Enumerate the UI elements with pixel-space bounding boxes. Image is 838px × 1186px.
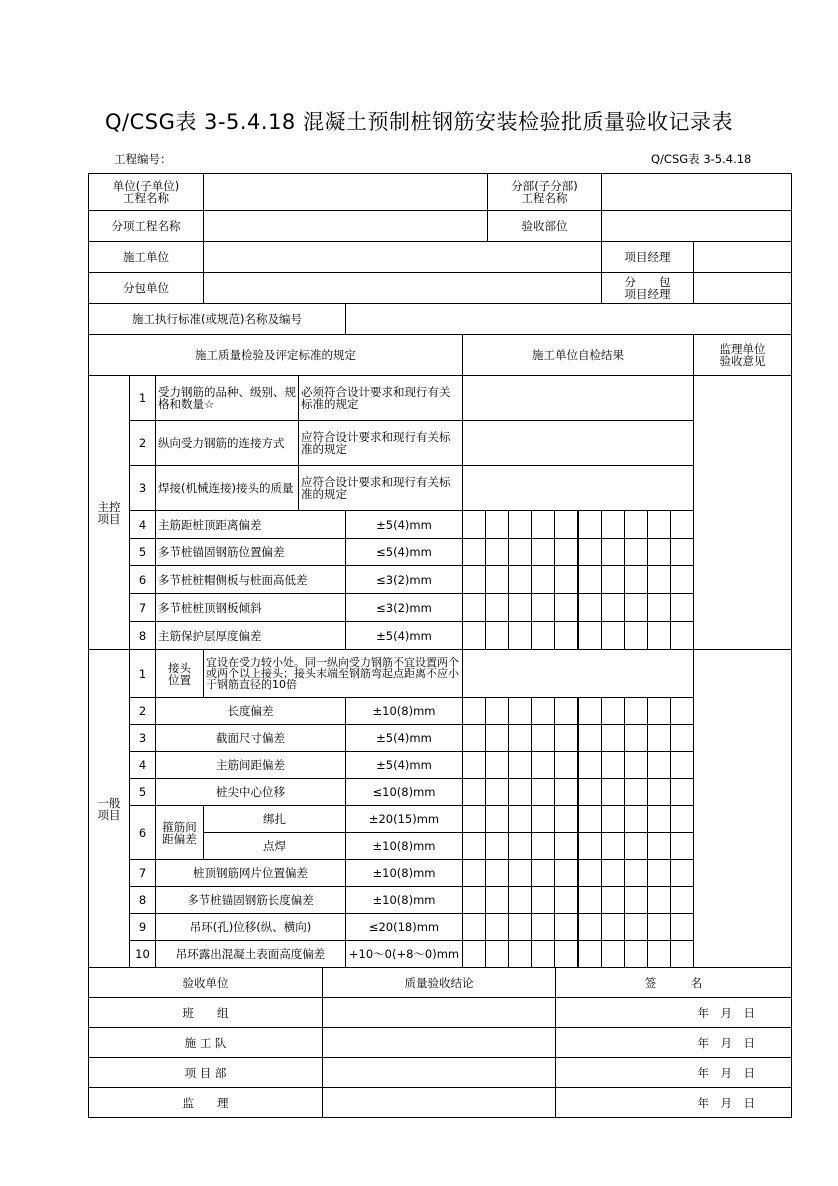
main-result-cell[interactable]: [624, 510, 648, 539]
general-result-cell[interactable]: [647, 832, 671, 860]
general-result-cell[interactable]: [554, 778, 578, 806]
general-result-cell[interactable]: [601, 697, 625, 725]
general-result-cell[interactable]: [554, 913, 578, 941]
main-result-cell[interactable]: [670, 538, 694, 566]
main-result-cell[interactable]: [485, 593, 509, 622]
general-result-cell[interactable]: [508, 886, 532, 914]
main-result-cell[interactable]: [578, 538, 602, 566]
general-result-cell[interactable]: [601, 859, 625, 887]
general-result-cell[interactable]: [462, 697, 486, 725]
main-result-cell[interactable]: [485, 510, 509, 539]
main-result-cell[interactable]: [670, 621, 694, 650]
general-result-cell[interactable]: [670, 832, 694, 860]
item-name: 焊接(机械连接)接头的质量: [155, 465, 299, 511]
item-number: 4: [129, 751, 156, 779]
item-name: 主筋距桩顶距离偏差: [155, 510, 346, 539]
item-name: 多节桩锚固钢筋位置偏差: [155, 538, 346, 566]
signoff-conclusion-field[interactable]: [322, 1057, 556, 1088]
item-spec: ≤20(18)mm: [345, 913, 463, 941]
col-selfcheck-header: 施工单位自检结果: [462, 334, 694, 376]
main-result-cell[interactable]: [670, 510, 694, 539]
general-result-cell[interactable]: [462, 886, 486, 914]
item-number: 8: [129, 886, 156, 914]
main-result-cell[interactable]: [554, 538, 578, 566]
acceptance-part-label: 验收部位: [487, 210, 602, 242]
general-result-cell[interactable]: [647, 886, 671, 914]
signoff-conclusion-field[interactable]: [322, 997, 556, 1028]
item-spec: ±5(4)mm: [345, 724, 463, 752]
main-result-cell[interactable]: [578, 621, 602, 650]
subdivision-label: 分部(子分部) 工程名称: [487, 173, 602, 211]
main-supervisor-opinion[interactable]: [693, 375, 792, 650]
item-number: 3: [129, 724, 156, 752]
general-result-cell[interactable]: [508, 859, 532, 887]
item-name: 桩顶钢筋网片位置偏差: [155, 859, 346, 887]
subdivision-field[interactable]: [601, 173, 792, 211]
general-result-cell[interactable]: [647, 913, 671, 941]
general-result-cell[interactable]: [485, 913, 509, 941]
subcontractor-label: 分包单位: [88, 272, 204, 304]
general-result-cell[interactable]: [508, 751, 532, 779]
general-result-cell[interactable]: [647, 940, 671, 968]
subcontractor-field[interactable]: [203, 272, 602, 304]
item-number: 5: [129, 778, 156, 806]
general-result-cell[interactable]: [531, 778, 555, 806]
general-result-cell[interactable]: [670, 697, 694, 725]
item-name-field[interactable]: [203, 210, 488, 242]
general-result-cell[interactable]: [554, 724, 578, 752]
main-result-cell[interactable]: [624, 621, 648, 650]
main-result-cell[interactable]: [485, 538, 509, 566]
main-result-cell[interactable]: [624, 565, 648, 594]
item-result[interactable]: [462, 465, 694, 511]
general-result-cell[interactable]: [508, 913, 532, 941]
sub-item-spec: ±20(15)mm: [345, 805, 463, 833]
item-spec: 宜设在受力较小处。同一纵向受力钢筋不宜设置两个或两个以上接头；接头末端至钢筋弯起点距离不应小于钢筋直径的10倍: [203, 649, 463, 698]
item-number: 8: [129, 621, 156, 650]
general-result-cell[interactable]: [531, 913, 555, 941]
standard-label: 施工执行标准(或规范)名称及编号: [88, 303, 346, 335]
acceptance-part-field[interactable]: [601, 210, 792, 242]
general-result-cell[interactable]: [624, 724, 648, 752]
sub-item-name: 绑扎: [203, 805, 346, 833]
general-result-cell[interactable]: [601, 913, 625, 941]
general-result-cell[interactable]: [624, 751, 648, 779]
general-result-cell[interactable]: [554, 886, 578, 914]
general-result-cell[interactable]: [670, 859, 694, 887]
main-result-cell[interactable]: [462, 621, 486, 650]
contractor-field[interactable]: [203, 241, 602, 273]
item-number: 3: [129, 465, 156, 511]
item-spec: ≤5(4)mm: [345, 538, 463, 566]
item-number: 1: [129, 375, 156, 421]
main-result-cell[interactable]: [531, 510, 555, 539]
main-result-cell[interactable]: [554, 510, 578, 539]
general-result-cell[interactable]: [531, 859, 555, 887]
general-result-cell[interactable]: [601, 724, 625, 752]
page-title: Q/CSG表 3-5.4.18 混凝土预制桩钢筋安装检验批质量验收记录表: [105, 110, 733, 134]
item-result[interactable]: [462, 375, 694, 421]
main-result-cell[interactable]: [647, 621, 671, 650]
general-label: 一般 项目: [88, 649, 130, 968]
sub-item-name: 点焊: [203, 832, 346, 860]
general-result-cell[interactable]: [462, 724, 486, 752]
sub-manager-field[interactable]: [693, 272, 792, 304]
item-name: 主筋保护层厚度偏差: [155, 621, 346, 650]
item-number: 10: [129, 940, 156, 968]
general-result-cell[interactable]: [485, 886, 509, 914]
general-result-cell[interactable]: [578, 751, 602, 779]
item-name: 多节桩桩顶钢板倾斜: [155, 593, 346, 622]
general-result-cell[interactable]: [624, 913, 648, 941]
item-number: 5: [129, 538, 156, 566]
general-result-cell[interactable]: [647, 778, 671, 806]
main-result-cell[interactable]: [531, 621, 555, 650]
signoff-date[interactable]: 年 月 日: [555, 997, 792, 1028]
main-result-cell[interactable]: [601, 538, 625, 566]
signoff-date[interactable]: 年 月 日: [555, 1057, 792, 1088]
general-result-cell[interactable]: [670, 886, 694, 914]
general-result-cell[interactable]: [670, 778, 694, 806]
item-name: 主筋间距偏差: [155, 751, 346, 779]
general-result-cell[interactable]: [531, 886, 555, 914]
general-result-cell[interactable]: [531, 751, 555, 779]
item-spec: ±5(4)mm: [345, 621, 463, 650]
main-result-cell[interactable]: [554, 565, 578, 594]
general-result-cell[interactable]: [670, 805, 694, 833]
general-result-cell[interactable]: [624, 778, 648, 806]
item-spec: ≤3(2)mm: [345, 593, 463, 622]
general-result-cell[interactable]: [601, 778, 625, 806]
general-result-cell[interactable]: [531, 832, 555, 860]
general-result-cell[interactable]: [485, 697, 509, 725]
item-spec: +10～0(+8～0)mm: [345, 940, 463, 968]
general-result-cell[interactable]: [554, 751, 578, 779]
main-result-cell[interactable]: [462, 510, 486, 539]
standard-field[interactable]: [345, 303, 792, 335]
general-result-cell[interactable]: [485, 751, 509, 779]
main-result-cell[interactable]: [531, 593, 555, 622]
signoff-date[interactable]: 年 月 日: [555, 1087, 792, 1118]
sub-item-spec: ±10(8)mm: [345, 832, 463, 860]
main-result-cell[interactable]: [624, 538, 648, 566]
general-result-cell[interactable]: [554, 940, 578, 968]
main-result-cell[interactable]: [462, 538, 486, 566]
item-number: 6: [129, 805, 156, 860]
project-number-label: 工程编号：: [114, 152, 172, 166]
general-result-cell[interactable]: [647, 805, 671, 833]
general-result-cell[interactable]: [601, 886, 625, 914]
general-supervisor-opinion[interactable]: [693, 649, 792, 968]
general-result-cell[interactable]: [601, 940, 625, 968]
general-result-cell[interactable]: [647, 724, 671, 752]
main-result-cell[interactable]: [578, 510, 602, 539]
item-name: 多节桩桩帽侧板与桩面高低差: [155, 565, 346, 594]
signoff-unit: 监 理: [88, 1087, 323, 1118]
general-result-cell[interactable]: [624, 859, 648, 887]
item-result[interactable]: [462, 649, 694, 698]
item-spec: ≤3(2)mm: [345, 565, 463, 594]
general-result-cell[interactable]: [578, 778, 602, 806]
signoff-unit: 班 组: [88, 997, 323, 1028]
item-result[interactable]: [462, 420, 694, 466]
general-result-cell[interactable]: [578, 697, 602, 725]
general-result-cell[interactable]: [670, 913, 694, 941]
general-result-cell[interactable]: [508, 940, 532, 968]
item-number: 7: [129, 859, 156, 887]
general-result-cell[interactable]: [531, 724, 555, 752]
item-spec: ≤10(8)mm: [345, 778, 463, 806]
main-result-cell[interactable]: [578, 593, 602, 622]
main-result-cell[interactable]: [601, 565, 625, 594]
main-result-cell[interactable]: [578, 565, 602, 594]
main-result-cell[interactable]: [670, 565, 694, 594]
item-name: 吊环露出混凝土表面高度偏差: [155, 940, 346, 968]
general-result-cell[interactable]: [554, 805, 578, 833]
main-result-cell[interactable]: [508, 538, 532, 566]
general-result-cell[interactable]: [670, 751, 694, 779]
item-spec: 应符合设计要求和现行有关标准的规定: [298, 420, 463, 466]
item-spec: ±5(4)mm: [345, 751, 463, 779]
main-result-cell[interactable]: [462, 565, 486, 594]
unit-name-field[interactable]: [203, 173, 488, 211]
item-name: 箍筋间 距偏差: [155, 805, 204, 860]
general-result-cell[interactable]: [462, 751, 486, 779]
general-result-cell[interactable]: [578, 805, 602, 833]
item-name: 纵向受力钢筋的连接方式: [155, 420, 299, 466]
main-result-cell[interactable]: [670, 593, 694, 622]
main-result-cell[interactable]: [485, 621, 509, 650]
general-result-cell[interactable]: [462, 778, 486, 806]
item-name: 吊环(孔)位移(纵、横向): [155, 913, 346, 941]
item-name: 长度偏差: [155, 697, 346, 725]
main-result-cell[interactable]: [485, 565, 509, 594]
general-result-cell[interactable]: [554, 859, 578, 887]
general-result-cell[interactable]: [462, 940, 486, 968]
main-result-cell[interactable]: [647, 538, 671, 566]
general-result-cell[interactable]: [578, 832, 602, 860]
form-code: Q/CSG表 3-5.4.18: [651, 152, 752, 166]
main-result-cell[interactable]: [647, 510, 671, 539]
item-number: 7: [129, 593, 156, 622]
project-manager-field[interactable]: [693, 241, 792, 273]
signoff-conclusion-field[interactable]: [322, 1087, 556, 1118]
project-manager-label: 项目经理: [601, 241, 694, 273]
general-result-cell[interactable]: [508, 805, 532, 833]
signoff-conclusion-header: 质量验收结论: [322, 967, 556, 998]
main-result-cell[interactable]: [624, 593, 648, 622]
item-spec: ±10(8)mm: [345, 697, 463, 725]
item-name-label: 分项工程名称: [88, 210, 204, 242]
main-result-cell[interactable]: [508, 593, 532, 622]
general-result-cell[interactable]: [624, 697, 648, 725]
item-name: 截面尺寸偏差: [155, 724, 346, 752]
item-spec: 应符合设计要求和现行有关标准的规定: [298, 465, 463, 511]
general-result-cell[interactable]: [601, 832, 625, 860]
general-result-cell[interactable]: [485, 832, 509, 860]
general-result-cell[interactable]: [508, 697, 532, 725]
main-result-cell[interactable]: [508, 565, 532, 594]
main-result-cell[interactable]: [462, 593, 486, 622]
general-result-cell[interactable]: [624, 886, 648, 914]
general-result-cell[interactable]: [508, 724, 532, 752]
item-number: 4: [129, 510, 156, 539]
general-result-cell[interactable]: [462, 913, 486, 941]
item-spec: ±10(8)mm: [345, 886, 463, 914]
col-supervisor-header: 监理单位 验收意见: [693, 334, 792, 376]
general-result-cell[interactable]: [554, 697, 578, 725]
general-result-cell[interactable]: [531, 940, 555, 968]
general-result-cell[interactable]: [670, 940, 694, 968]
general-result-cell[interactable]: [485, 859, 509, 887]
main-result-cell[interactable]: [647, 565, 671, 594]
item-number: 2: [129, 420, 156, 466]
general-result-cell[interactable]: [531, 697, 555, 725]
signoff-unit: 项 目 部: [88, 1057, 323, 1088]
general-result-cell[interactable]: [485, 940, 509, 968]
signoff-unit-header: 验收单位: [88, 967, 323, 998]
general-result-cell[interactable]: [578, 724, 602, 752]
general-result-cell[interactable]: [624, 832, 648, 860]
main-result-cell[interactable]: [601, 593, 625, 622]
general-result-cell[interactable]: [647, 697, 671, 725]
general-result-cell[interactable]: [508, 832, 532, 860]
general-result-cell[interactable]: [485, 724, 509, 752]
general-result-cell[interactable]: [601, 805, 625, 833]
general-result-cell[interactable]: [485, 778, 509, 806]
signoff-date[interactable]: 年 月 日: [555, 1027, 792, 1058]
general-result-cell[interactable]: [578, 940, 602, 968]
item-name: 接头 位置: [155, 649, 204, 698]
main-result-cell[interactable]: [531, 538, 555, 566]
general-result-cell[interactable]: [670, 724, 694, 752]
signoff-sign-header: 签 名: [555, 967, 792, 998]
item-name: 受力钢筋的品种、级别、规格和数量☆: [155, 375, 299, 421]
main-result-cell[interactable]: [508, 510, 532, 539]
item-number: 1: [129, 649, 156, 698]
main-result-cell[interactable]: [554, 593, 578, 622]
signoff-conclusion-field[interactable]: [322, 1027, 556, 1058]
general-result-cell[interactable]: [462, 859, 486, 887]
item-name: 桩尖中心位移: [155, 778, 346, 806]
general-result-cell[interactable]: [508, 778, 532, 806]
main-result-cell[interactable]: [601, 510, 625, 539]
general-result-cell[interactable]: [578, 913, 602, 941]
item-number: 2: [129, 697, 156, 725]
general-result-cell[interactable]: [531, 805, 555, 833]
general-result-cell[interactable]: [624, 940, 648, 968]
main-result-cell[interactable]: [554, 621, 578, 650]
general-result-cell[interactable]: [578, 859, 602, 887]
item-name: 多节桩锚固钢筋长度偏差: [155, 886, 346, 914]
main-result-cell[interactable]: [601, 621, 625, 650]
general-result-cell[interactable]: [462, 832, 486, 860]
item-spec: 必须符合设计要求和现行有关标准的规定: [298, 375, 463, 421]
general-result-cell[interactable]: [647, 859, 671, 887]
general-result-cell[interactable]: [462, 805, 486, 833]
item-number: 6: [129, 565, 156, 594]
item-spec: ±10(8)mm: [345, 859, 463, 887]
general-result-cell[interactable]: [647, 751, 671, 779]
main-result-cell[interactable]: [508, 621, 532, 650]
general-result-cell[interactable]: [485, 805, 509, 833]
main-control-label: 主控 项目: [88, 375, 130, 650]
item-spec: ±5(4)mm: [345, 510, 463, 539]
contractor-label: 施工单位: [88, 241, 204, 273]
main-result-cell[interactable]: [531, 565, 555, 594]
general-result-cell[interactable]: [578, 886, 602, 914]
main-result-cell[interactable]: [647, 593, 671, 622]
item-number: 9: [129, 913, 156, 941]
signoff-unit: 施 工 队: [88, 1027, 323, 1058]
sub-manager-label: 分 包 项目经理: [601, 272, 694, 304]
col-standard-header: 施工质量检验及评定标准的规定: [88, 334, 463, 376]
general-result-cell[interactable]: [601, 751, 625, 779]
general-result-cell[interactable]: [624, 805, 648, 833]
general-result-cell[interactable]: [554, 832, 578, 860]
unit-name-label: 单位(子单位) 工程名称: [88, 173, 204, 211]
